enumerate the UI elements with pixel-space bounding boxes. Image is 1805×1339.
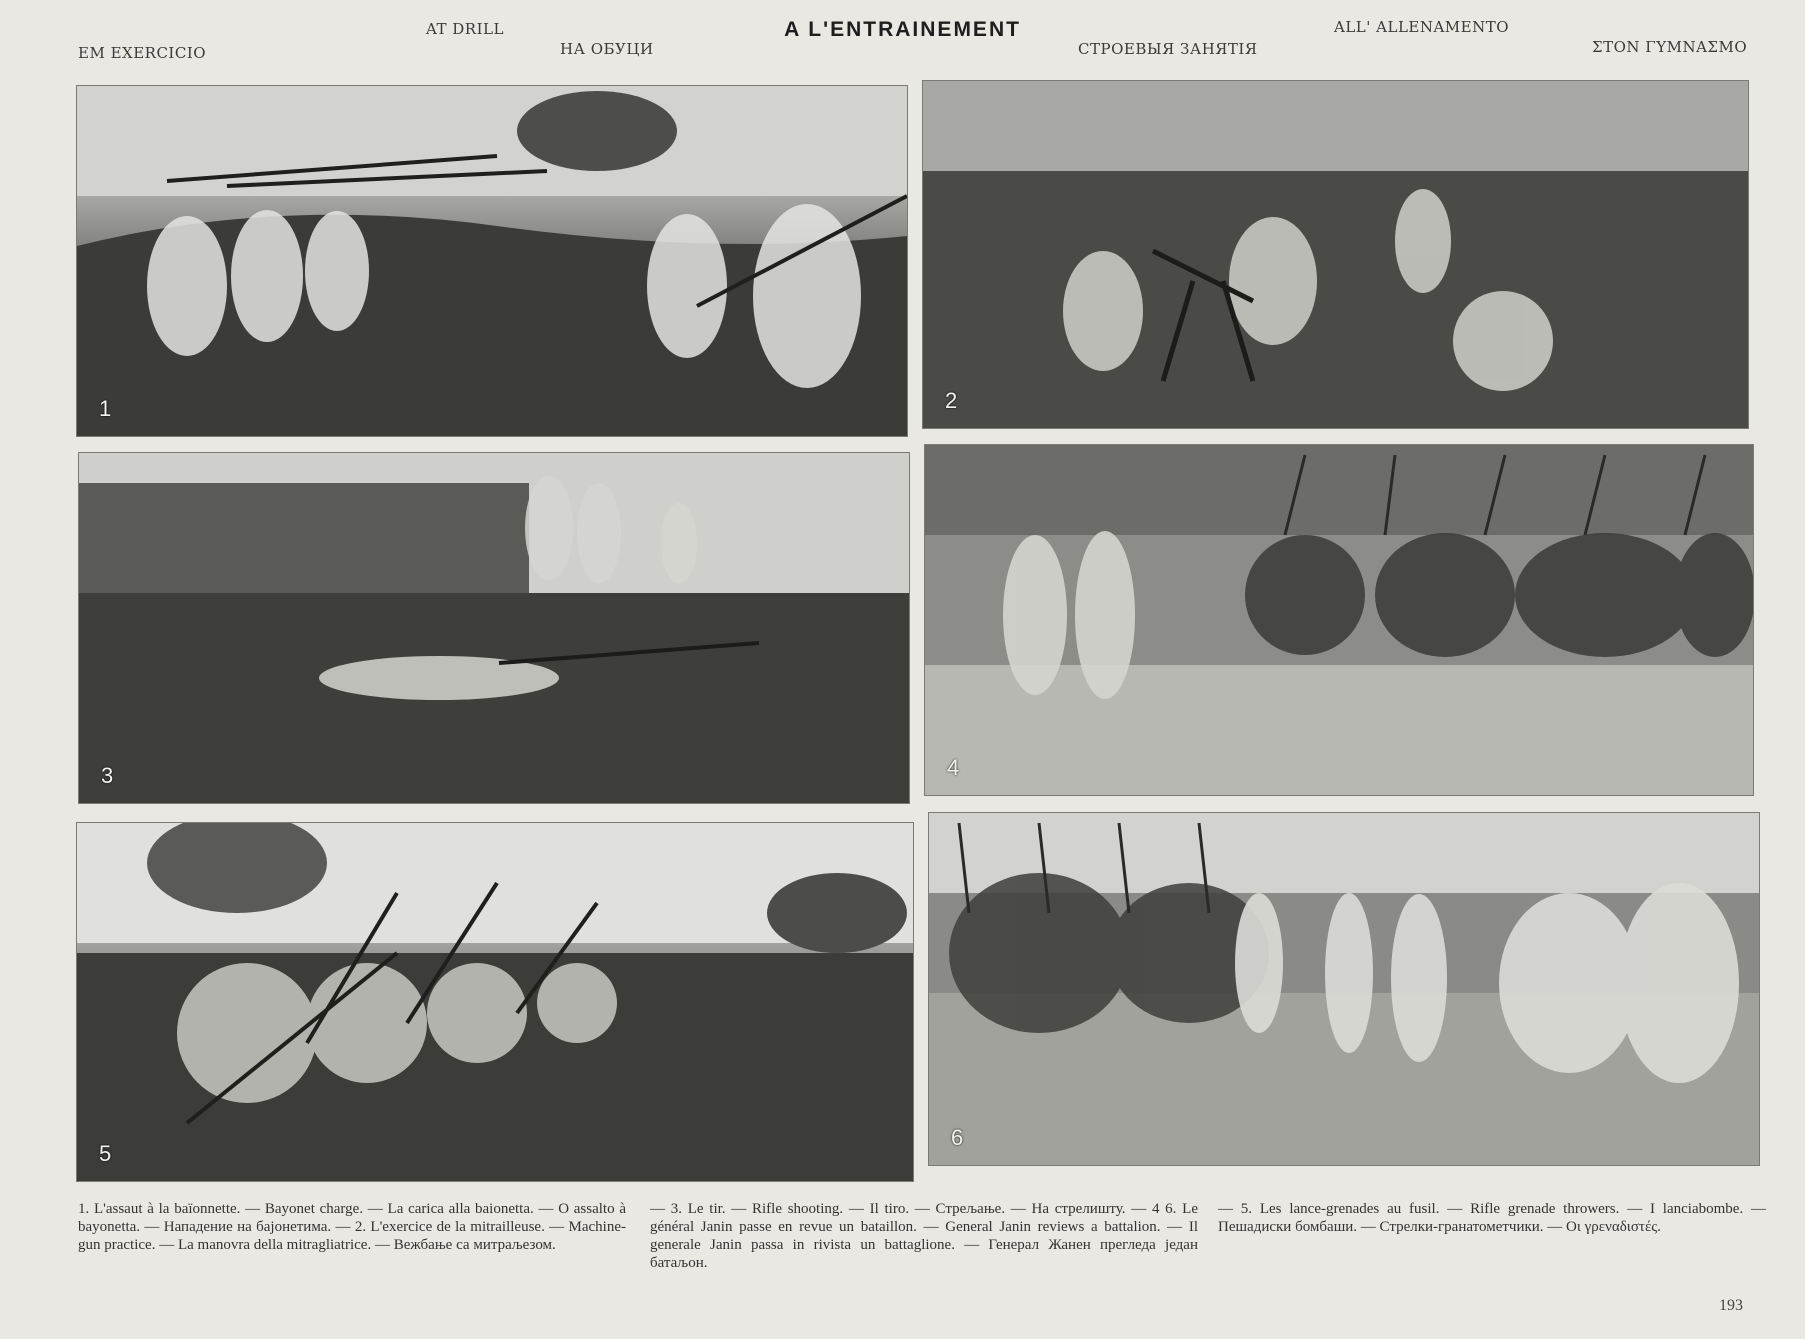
photo-rifle-shooting [78,452,910,804]
header-label-greek: ΣΤΟΝ ΓΥΜΝΑΣΜΟ [1592,38,1748,56]
photo-bayonet-charge [76,85,908,437]
header-label-english: AT DRILL [426,20,504,38]
photo-number-2: 2 [945,388,958,413]
photo-number-4: 4 [947,755,960,780]
photo-number-3: 3 [101,763,114,788]
photo-number-1: 1 [99,396,112,421]
photo-number-5: 5 [99,1141,112,1166]
caption-column-3: — 5. Les lance-grenades au fusil. — Rifle grenade throwers. — I lanciabombe. — Пешадиски бомбаши. — Стрелки-гранатометчики. — Οι γρεναδιστές. [1218,1201,1766,1235]
photo-1-illustration [77,86,907,436]
header-label-russian: СТРОЕВЫЯ ЗАНЯТІЯ [1078,40,1258,58]
header-label-portuguese: EM EXERCICIO [78,44,207,62]
photo-number-6: 6 [951,1125,964,1150]
page-title: A L'ENTRAINEMENT [784,18,1021,41]
photo-6-illustration [929,813,1759,1165]
page-number: 193 [1719,1297,1743,1314]
photo-general-review-6 [928,812,1760,1166]
photo-machine-gun-practice [922,80,1749,429]
caption-column-1: 1. L'assaut à la baïonnette. — Bayonet charge. — La carica alla baionetta. — O assalto à bayonetta. — Нападение на бајонетима. — 2. L'exercice de la mitrailleuse. — Machine-gun practice. — La manovra della mitragliatrice. — Вежбање са митраљезом. [78,1201,626,1253]
photo-2-illustration [923,81,1748,428]
photo-4-illustration [925,445,1753,795]
header-label-italian: ALL' ALLENAMENTO [1334,18,1510,36]
photo-rifle-grenade-throwers [76,822,914,1182]
photo-3-illustration [79,453,909,803]
caption-column-2: — 3. Le tir. — Rifle shooting. — Il tiro. — Стрељање. — На стрелишту. — 4 6. Le général Janin passe en revue un bataillon. — General Janin reviews a battalion. — Il generale Janin passa in rivista un battaglione. — Генерал Жанен прегледа један батаљон. [650,1201,1198,1271]
photo-5-illustration [77,823,913,1181]
photo-general-review-4 [924,444,1754,796]
header-label-serbian: НА ОБУЦИ [560,40,654,58]
